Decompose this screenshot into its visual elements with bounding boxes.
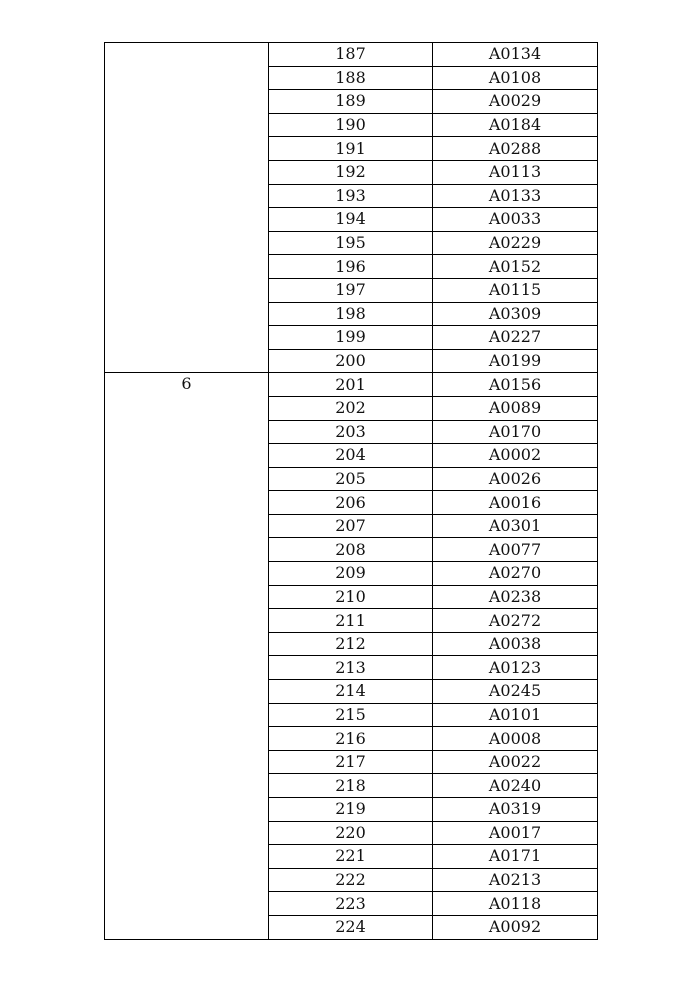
sequence-number-cell: 222 <box>269 868 433 892</box>
sequence-number-cell: 217 <box>269 750 433 774</box>
code-cell: A0022 <box>433 750 598 774</box>
sequence-number-cell: 205 <box>269 467 433 491</box>
code-cell: A0029 <box>433 90 598 114</box>
sequence-number-cell: 218 <box>269 774 433 798</box>
sequence-number-cell: 210 <box>269 585 433 609</box>
sequence-number-cell: 208 <box>269 538 433 562</box>
code-cell: A0123 <box>433 656 598 680</box>
code-cell: A0026 <box>433 467 598 491</box>
code-cell: A0272 <box>433 609 598 633</box>
code-cell: A0213 <box>433 868 598 892</box>
code-cell: A0184 <box>433 113 598 137</box>
sequence-number-cell: 216 <box>269 727 433 751</box>
code-cell: A0092 <box>433 915 598 939</box>
sequence-number-cell: 197 <box>269 278 433 302</box>
code-cell: A0238 <box>433 585 598 609</box>
code-cell: A0134 <box>433 43 598 67</box>
code-cell: A0089 <box>433 396 598 420</box>
sequence-number-cell: 206 <box>269 491 433 515</box>
code-cell: A0016 <box>433 491 598 515</box>
sequence-number-cell: 212 <box>269 632 433 656</box>
sequence-number-cell: 207 <box>269 514 433 538</box>
code-cell: A0038 <box>433 632 598 656</box>
code-cell: A0170 <box>433 420 598 444</box>
sequence-number-cell: 202 <box>269 396 433 420</box>
code-cell: A0017 <box>433 821 598 845</box>
code-cell: A0288 <box>433 137 598 161</box>
code-cell: A0319 <box>433 798 598 822</box>
table-row <box>105 373 598 397</box>
sequence-number-cell: 187 <box>269 43 433 67</box>
sequence-number-cell: 196 <box>269 255 433 279</box>
sequence-number-cell: 224 <box>269 915 433 939</box>
code-cell: A0156 <box>433 373 598 397</box>
code-cell: A0115 <box>433 278 598 302</box>
sequence-number-cell: 190 <box>269 113 433 137</box>
sequence-number-cell: 209 <box>269 562 433 586</box>
sequence-number-cell: 192 <box>269 160 433 184</box>
assignment-table <box>104 42 598 940</box>
code-cell: A0033 <box>433 208 598 232</box>
sequence-number-cell: 215 <box>269 703 433 727</box>
code-cell: A0077 <box>433 538 598 562</box>
code-cell: A0008 <box>433 727 598 751</box>
code-cell: A0229 <box>433 231 598 255</box>
code-cell: A0171 <box>433 845 598 869</box>
code-cell: A0118 <box>433 892 598 916</box>
sequence-number-cell: 195 <box>269 231 433 255</box>
sequence-number-cell: 200 <box>269 349 433 373</box>
code-cell: A0245 <box>433 680 598 704</box>
sequence-number-cell: 214 <box>269 680 433 704</box>
code-cell: A0113 <box>433 160 598 184</box>
sequence-number-cell: 203 <box>269 420 433 444</box>
code-cell: A0199 <box>433 349 598 373</box>
sequence-number-cell: 204 <box>269 444 433 468</box>
document-table-container <box>104 42 597 940</box>
group-number-cell: 6 <box>105 373 269 939</box>
sequence-number-cell: 219 <box>269 798 433 822</box>
code-cell: A0240 <box>433 774 598 798</box>
code-cell: A0133 <box>433 184 598 208</box>
sequence-number-cell: 223 <box>269 892 433 916</box>
sequence-number-cell: 194 <box>269 208 433 232</box>
sequence-number-cell: 189 <box>269 90 433 114</box>
sequence-number-cell: 211 <box>269 609 433 633</box>
code-cell: A0002 <box>433 444 598 468</box>
sequence-number-cell: 201 <box>269 373 433 397</box>
sequence-number-cell: 220 <box>269 821 433 845</box>
code-cell: A0101 <box>433 703 598 727</box>
code-cell: A0301 <box>433 514 598 538</box>
sequence-number-cell: 221 <box>269 845 433 869</box>
sequence-number-cell: 213 <box>269 656 433 680</box>
sequence-number-cell: 188 <box>269 66 433 90</box>
table-body <box>105 43 598 940</box>
group-number-cell <box>105 43 269 373</box>
code-cell: A0270 <box>433 562 598 586</box>
sequence-number-cell: 191 <box>269 137 433 161</box>
table-row <box>105 43 598 67</box>
code-cell: A0309 <box>433 302 598 326</box>
sequence-number-cell: 199 <box>269 326 433 350</box>
code-cell: A0227 <box>433 326 598 350</box>
code-cell: A0108 <box>433 66 598 90</box>
code-cell: A0152 <box>433 255 598 279</box>
sequence-number-cell: 198 <box>269 302 433 326</box>
sequence-number-cell: 193 <box>269 184 433 208</box>
